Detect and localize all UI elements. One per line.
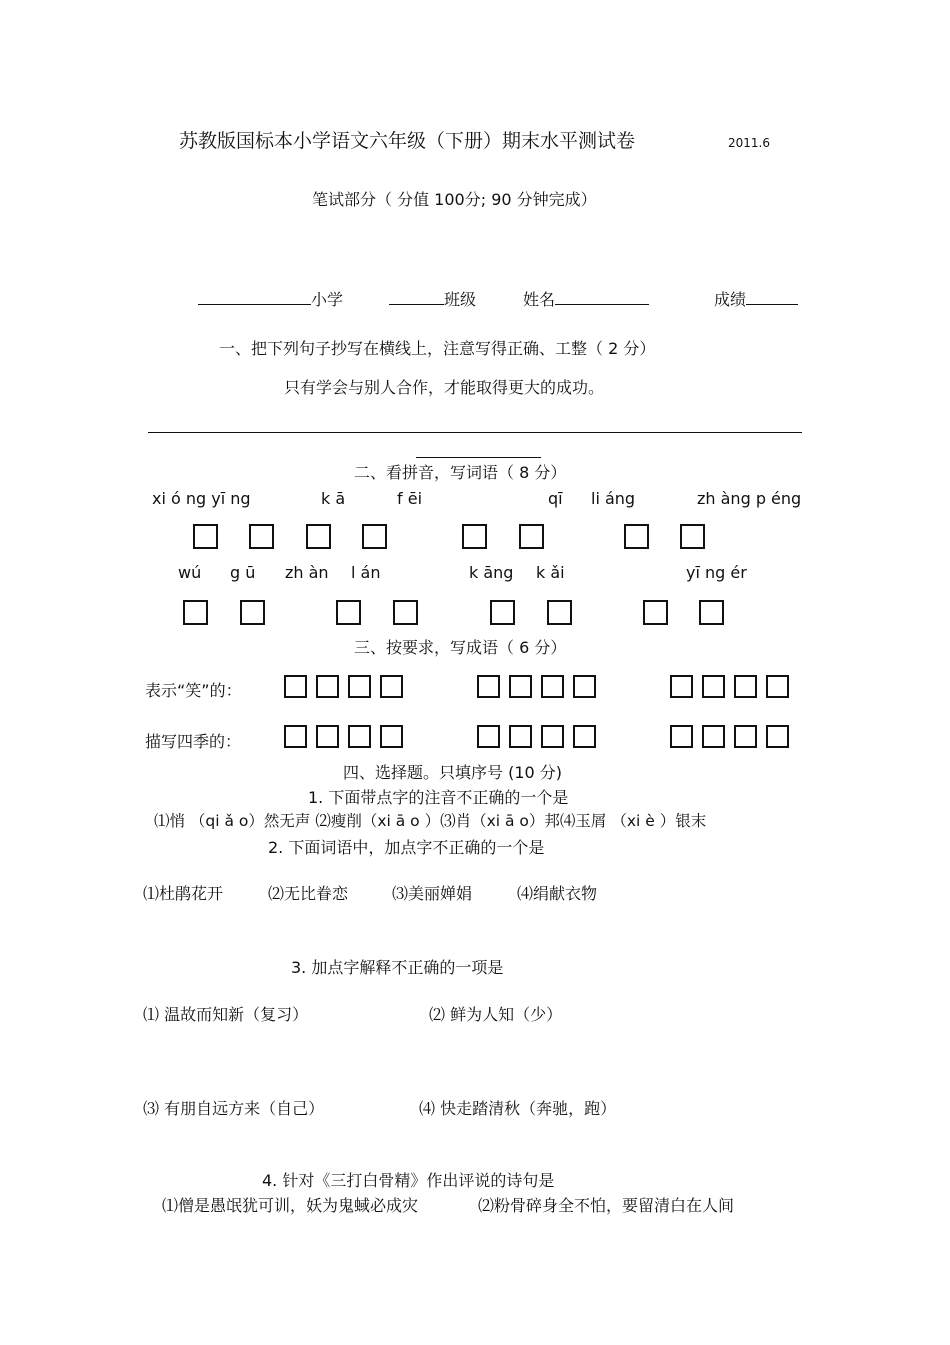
pinyin-2-5: k āng [469,563,514,582]
idiom-box[interactable] [380,675,403,698]
q3-option-1: ⑴ 温故而知新（复习） [143,1005,309,1024]
char-box[interactable] [490,600,515,625]
idiom-box[interactable] [766,675,789,698]
score-blank[interactable] [746,288,798,305]
exam-date: 2011.6 [728,136,770,150]
idiom-box[interactable] [573,675,596,698]
q2-option-2: ⑵无比眷恋 [268,884,349,903]
idiom-box[interactable] [670,725,693,748]
idiom-row1-label: 表示“笑”的： [145,681,242,700]
pinyin-1-5: li áng [591,489,636,508]
char-box[interactable] [680,524,705,549]
q2-stem: 2. 下面词语中，加点字不正确的一个是 [268,838,545,857]
idiom-box[interactable] [541,725,564,748]
q2-option-3: ⑶美丽婵娟 [392,884,473,903]
char-box[interactable] [462,524,487,549]
idiom-box[interactable] [766,725,789,748]
class-label: 班级 [444,290,477,309]
idiom-box[interactable] [348,725,371,748]
char-box[interactable] [362,524,387,549]
info-name [523,288,649,309]
idiom-box[interactable] [348,675,371,698]
char-box[interactable] [336,600,361,625]
pinyin-2-2: g ū [230,563,256,582]
idiom-box[interactable] [316,725,339,748]
section2-heading: 二、看拼音，写词语（ 8 分） [354,463,567,482]
q1-options: ⑴悄 （qi ǎ o）然无声 ⑵瘦削（xi ā o ）⑶肖（xi ā o）邦⑷玉屑 （xi è ）银末 [154,812,707,830]
pinyin-2-4: l án [351,563,381,582]
idiom-box[interactable] [477,725,500,748]
char-box[interactable] [624,524,649,549]
char-box[interactable] [393,600,418,625]
page-title: 苏教版国标本小学语文六年级（下册）期末水平测试卷 [179,130,636,152]
idiom-box[interactable] [541,675,564,698]
char-box[interactable] [249,524,274,549]
idiom-box[interactable] [702,725,725,748]
pinyin-1-4: qī [548,489,563,508]
char-box[interactable] [699,600,724,625]
q3-option-4: ⑷ 快走踏清秋（奔驰，跑） [419,1099,617,1118]
q2-option-1: ⑴杜鹃花开 [143,884,224,903]
section4-heading: 四、选择题。只填序号 (10 分) [343,763,563,782]
idiom-box[interactable] [509,675,532,698]
school-blank[interactable] [198,288,311,305]
idiom-box[interactable] [284,725,307,748]
q2-option-4: ⑷绢献衣物 [517,884,598,903]
score-label: 成绩 [714,290,747,309]
q4-option-2: ⑵粉骨碎身全不怕，要留清白在人间 [478,1196,735,1215]
section1-sentence: 只有学会与别人合作，才能取得更大的成功。 [284,378,605,397]
idiom-box[interactable] [670,675,693,698]
idiom-box[interactable] [734,725,757,748]
info-score [714,288,798,309]
idiom-box[interactable] [380,725,403,748]
name-blank[interactable] [555,288,649,305]
copy-line-short[interactable] [416,457,541,458]
section1-heading: 一、把下列句子抄写在横线上，注意写得正确、工整（ 2 分） [219,339,656,358]
name-label: 姓名 [523,290,556,309]
section3-heading: 三、按要求，写成语（ 6 分） [354,638,567,657]
pinyin-1-3: f ēi [397,489,423,508]
char-box[interactable] [193,524,218,549]
q1-stem: 1. 下面带点字的注音不正确的一个是 [308,788,569,807]
idiom-box[interactable] [573,725,596,748]
idiom-box[interactable] [316,675,339,698]
copy-line[interactable] [148,432,802,433]
pinyin-1-1: xi ó ng yī ng [152,489,251,508]
idiom-box[interactable] [284,675,307,698]
char-box[interactable] [240,600,265,625]
pinyin-2-6: k ǎi [536,563,565,582]
pinyin-1-6: zh àng p éng [697,489,802,508]
idiom-box[interactable] [509,725,532,748]
idiom-box[interactable] [477,675,500,698]
pinyin-2-3: zh àn [285,563,329,582]
q3-option-2: ⑵ 鲜为人知（少） [429,1005,563,1024]
pinyin-2-7: yī ng ér [686,563,747,582]
q3-option-3: ⑶ 有朋自远方来（自己） [143,1099,325,1118]
idiom-box[interactable] [702,675,725,698]
info-class [389,288,476,309]
q4-option-1: ⑴僧是愚氓犹可训，妖为鬼蜮必成灾 [162,1196,419,1215]
info-school [198,288,343,309]
idiom-box[interactable] [734,675,757,698]
q4-stem: 4. 针对《三打白骨精》作出评说的诗句是 [262,1171,555,1190]
pinyin-2-1: wú [178,563,202,582]
char-box[interactable] [643,600,668,625]
class-blank[interactable] [389,288,444,305]
q3-stem: 3. 加点字解释不正确的一项是 [291,958,504,977]
pinyin-1-2: k ā [321,489,346,508]
school-label: 小学 [311,290,344,309]
char-box[interactable] [519,524,544,549]
char-box[interactable] [183,600,208,625]
idiom-row2-label: 描写四季的： [145,732,242,751]
char-box[interactable] [306,524,331,549]
subtitle: 笔试部分（ 分值 100分; 90 分钟完成） [312,190,597,209]
char-box[interactable] [547,600,572,625]
